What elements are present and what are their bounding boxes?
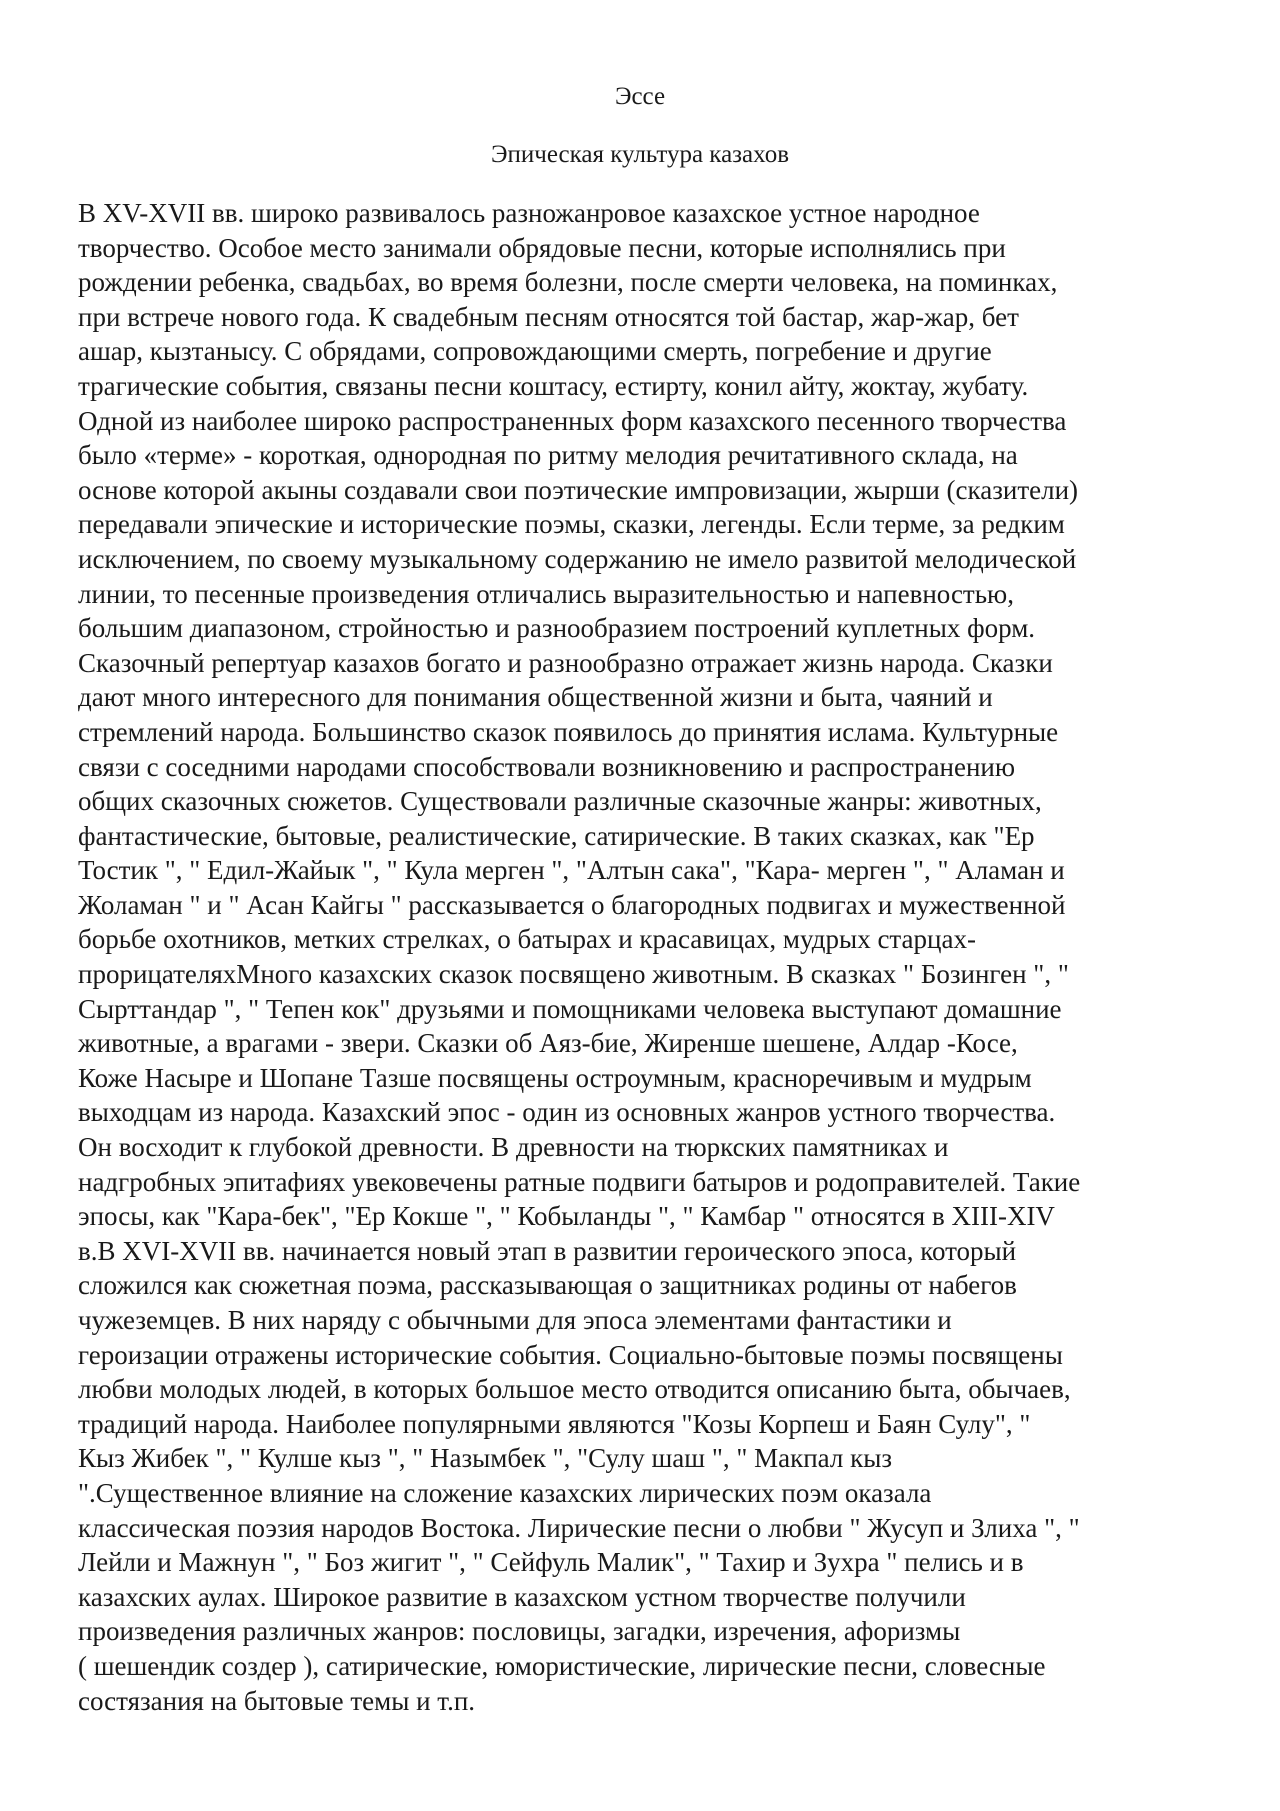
essay-line: классическая поэзия народов Востока. Лирические песни о любви " Жусуп и Злиха ", " — [78, 1512, 1080, 1543]
essay-line: при встрече нового года. К свадебным песням относятся той бастар, жар-жар, бет — [78, 301, 1019, 332]
essay-line: Кыз Жибек ", " Кулше кыз ", " Назымбек ", "Сулу шаш ", " Макпал кыз — [78, 1443, 893, 1474]
essay-line: казахских аулах. Широкое развитие в казахском устном творчестве получили — [78, 1581, 966, 1612]
essay-line: большим диапазоном, стройностью и разнообразием построений куплетных форм. — [78, 613, 1036, 644]
essay-line: ".Существенное влияние на сложение казахских лирических поэм оказала — [78, 1477, 932, 1508]
essay-line: ( шешендик создер ), сатирические, юмористические, лирические песни, словесные — [78, 1650, 1046, 1681]
essay-line: Он восходит к глубокой древности. В древности на тюркских памятниках и — [78, 1132, 949, 1163]
essay-line: чужеземцев. В них наряду с обычными для эпоса элементами фантастики и — [78, 1305, 952, 1335]
document-title: Эпическая культура казахов — [490, 141, 789, 168]
essay-line: любви молодых людей, в которых большое место отводится описанию быта, обычаев, — [78, 1374, 1071, 1405]
essay-line: произведения различных жанров: пословицы, загадки, изречения, афоризмы — [78, 1616, 961, 1647]
essay-line: дают много интересного для понимания общественной жизни и быта, чаяний и — [78, 682, 993, 713]
essay-line: в.В XVI-XVII вв. начинается новый этап в развитии героического эпоса, который — [78, 1235, 1017, 1266]
essay-line: В XV-XVII вв. широко развивалось разножанровое казахское устное народное — [78, 198, 980, 228]
essay-line: выходцам из народа. Казахский эпос - один из основных жанров устного творчества. — [78, 1097, 1056, 1128]
essay-line: фантастические, бытовые, реалистические, сатирические. В таких сказках, как "Ер — [78, 820, 1035, 851]
essay-line: творчество. Особое место занимали обрядовые песни, которые исполнялись при — [78, 232, 1006, 263]
essay-line: Жоламан " и " Асан Кайгы " рассказывается о благородных подвигах и мужественной — [78, 889, 1066, 920]
essay-line: ашар, кызтанысу. С обрядами, сопровождающими смерть, погребение и другие — [78, 336, 992, 367]
essay-line: Тостик ", " Едил-Жайык ", " Кула мерген ", "Алтын сака", "Кара- мерген ", " Аламан и — [78, 855, 1065, 886]
essay-line: сложился как сюжетная поэма, рассказывающая о защитниках родины от набегов — [78, 1270, 1017, 1301]
essay-line: надгробных эпитафиях увековечены ратные подвиги батыров и родоправителей. Такие — [78, 1166, 1081, 1197]
essay-line: животные, а врагами - звери. Сказки об Аяз-бие, Жиренше шешене, Алдар -Косе, — [78, 1028, 1018, 1059]
essay-line: основе которой акыны создавали свои поэтические импровизации, жырши (сказители) — [78, 474, 1079, 505]
essay-line: Одной из наиболее широко распространенных форм казахского песенного творчества — [78, 405, 1067, 436]
essay-line: стремлений народа. Большинство сказок появилось до принятия ислама. Культурные — [78, 716, 1059, 747]
essay-line: героизации отражены исторические события. Социально-бытовые поэмы посвящены — [78, 1339, 1063, 1370]
essay-line: эпосы, как "Кара-бек", "Ер Кокше ", " Кобыланды ", " Камбар " относятся в XIII-XIV — [78, 1201, 1055, 1232]
document-type-label: Эссе — [614, 83, 666, 110]
essay-line: линии, то песенные произведения отличались выразительностью и напевностью, — [78, 578, 1014, 609]
essay-line: связи с соседними народами способствовали возникновению и распространению — [78, 751, 1016, 782]
essay-line: прорицателяхМного казахских сказок посвящено животным. В сказках " Бозинген ", " — [78, 959, 1069, 990]
essay-line: было «терме» - короткая, однородная по ритму мелодия речитативного склада, на — [78, 440, 1018, 471]
essay-line: трагические события, связаны песни коштасу, естирту, конил айту, жоктау, жубату. — [78, 370, 1029, 401]
essay-line: борьбе охотников, метких стрелках, о батырах и красавицах, мудрых старцах- — [78, 924, 976, 955]
essay-line: исключением, по своему музыкальному содержанию не имело развитой мелодической — [78, 543, 1077, 574]
essay-line: передавали эпические и исторические поэмы, сказки, легенды. Если терме, за редким — [78, 509, 1065, 540]
essay-line: Коже Насыре и Шопане Тазше посвящены остроумным, красноречивым и мудрым — [78, 1062, 1032, 1093]
essay-line: Сказочный репертуар казахов богато и разнообразно отражает жизнь народа. Сказки — [78, 647, 1053, 678]
essay-line: традиций народа. Наиболее популярными являются "Козы Корпеш и Баян Сулу", " — [78, 1408, 1031, 1439]
essay-line: состязания на бытовые темы и т.п. — [78, 1685, 476, 1716]
essay-body — [78, 196, 1213, 1718]
essay-line: рождении ребенка, свадьбах, во время болезни, после смерти человека, на поминках, — [78, 267, 1058, 298]
essay-line: общих сказочных сюжетов. Существовали различные сказочные жанры: животных, — [78, 786, 1042, 817]
essay-line: Лейли и Мажнун ", " Боз жигит ", " Сейфуль Малик", " Тахир и Зухра " пелись и в — [78, 1547, 1024, 1578]
essay-line: Сырттандар ", " Тепен кок" друзьями и помощниками человека выступают домашние — [78, 993, 1062, 1024]
